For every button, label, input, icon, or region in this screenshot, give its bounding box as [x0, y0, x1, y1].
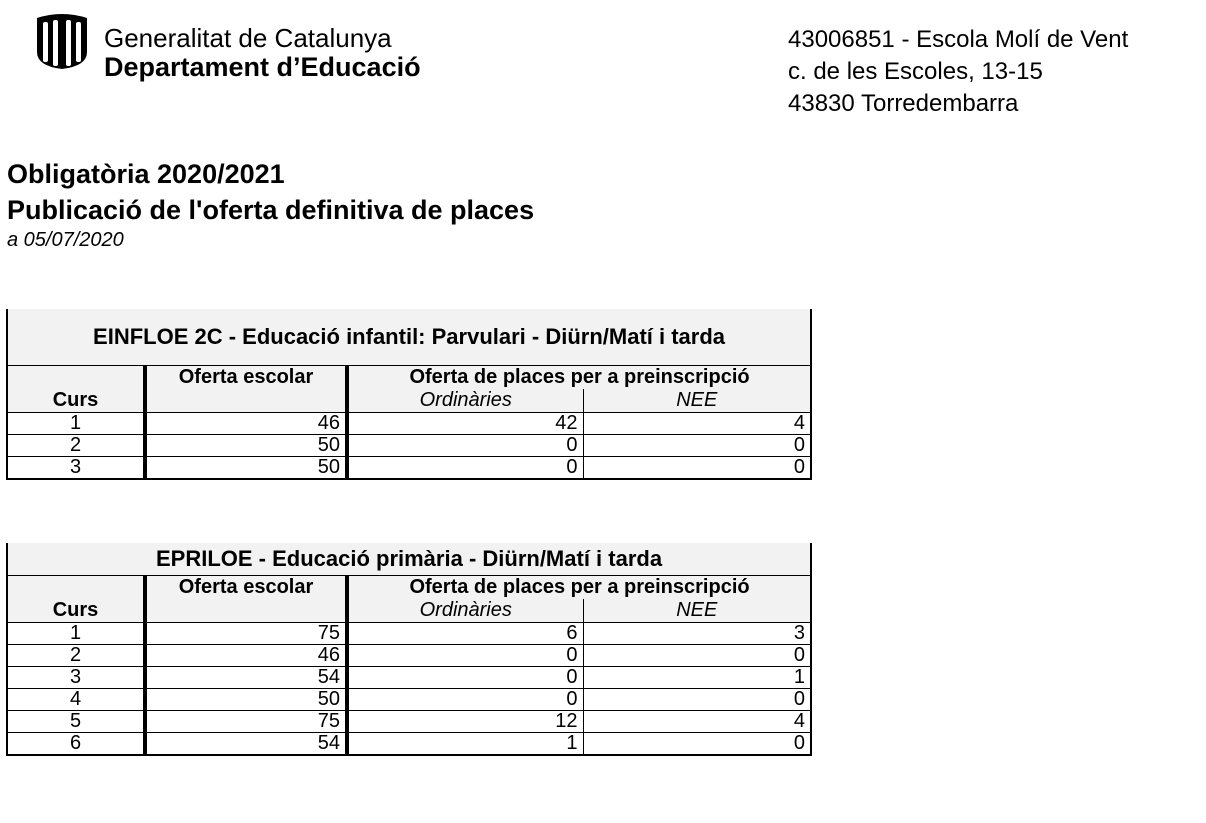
col-header-ordinaries: Ordinàries: [347, 389, 583, 413]
school-name: 43006851 - Escola Molí de Vent: [788, 26, 1129, 53]
cell-curs: 5: [7, 711, 145, 733]
col-header-ordinaries: Ordinàries: [347, 599, 583, 623]
cell-curs: 1: [7, 413, 145, 435]
cell-nee: 1: [583, 667, 811, 689]
publication-date: a 05/07/2020: [7, 229, 124, 251]
cell-ordinaries: 1: [347, 733, 583, 756]
cell-nee: 0: [583, 435, 811, 457]
table-caption: EPRILOE - Educació primària - Diürn/Matí i tarda: [7, 543, 811, 576]
generalitat-logo-icon: [33, 14, 91, 70]
school-city: 43830 Torredembarra: [788, 90, 1019, 117]
table-row: [7, 413, 811, 435]
org-line-1: Generalitat de Catalunya: [104, 23, 392, 53]
cell-curs: 4: [7, 689, 145, 711]
cell-curs: 2: [7, 645, 145, 667]
cell-oferta: 46: [145, 413, 347, 435]
cell-curs: 3: [7, 457, 145, 480]
cell-ordinaries: 0: [347, 667, 583, 689]
col-header-oferta: Oferta escolar: [145, 366, 347, 413]
cell-ordinaries: 0: [347, 689, 583, 711]
cell-nee: 4: [583, 413, 811, 435]
cell-oferta: 75: [145, 623, 347, 645]
col-header-preinscripcio: Oferta de places per a preinscripció: [347, 366, 811, 390]
cell-oferta: 50: [145, 457, 347, 480]
school-info: [788, 24, 1128, 120]
col-header-curs: Curs: [7, 576, 145, 623]
offer-table-infantil: [6, 309, 812, 480]
org-line-2: Departament d’Educació: [104, 52, 421, 82]
offer-table-primaria: [6, 543, 812, 756]
cell-oferta: 75: [145, 711, 347, 733]
cell-nee: 0: [583, 689, 811, 711]
table-row: [7, 733, 811, 756]
cell-ordinaries: 0: [347, 645, 583, 667]
table-row: [7, 667, 811, 689]
document-titles: [7, 156, 534, 252]
table-row: [7, 623, 811, 645]
col-header-curs: Curs: [7, 366, 145, 413]
table-caption: EINFLOE 2C - Educació infantil: Parvulari - Diürn/Matí i tarda: [7, 309, 811, 366]
cell-oferta: 50: [145, 435, 347, 457]
cell-ordinaries: 0: [347, 457, 583, 480]
organization-name: [104, 24, 421, 82]
col-header-nee: NEE: [583, 599, 811, 623]
table-row: [7, 435, 811, 457]
cell-nee: 0: [583, 733, 811, 756]
page-title: Obligatòria 2020/2021: [7, 159, 285, 189]
col-header-preinscripcio: Oferta de places per a preinscripció: [347, 576, 811, 600]
table-row: [7, 689, 811, 711]
cell-ordinaries: 12: [347, 711, 583, 733]
cell-curs: 3: [7, 667, 145, 689]
cell-nee: 0: [583, 457, 811, 480]
cell-ordinaries: 0: [347, 435, 583, 457]
cell-curs: 2: [7, 435, 145, 457]
table-row: [7, 645, 811, 667]
table-row: [7, 711, 811, 733]
cell-oferta: 50: [145, 689, 347, 711]
col-header-oferta: Oferta escolar: [145, 576, 347, 623]
cell-oferta: 46: [145, 645, 347, 667]
school-street: c. de les Escoles, 13-15: [788, 58, 1043, 85]
cell-nee: 0: [583, 645, 811, 667]
cell-nee: 4: [583, 711, 811, 733]
page-subtitle: Publicació de l'oferta definitiva de places: [7, 195, 535, 225]
cell-oferta: 54: [145, 667, 347, 689]
cell-ordinaries: 6: [347, 623, 583, 645]
cell-curs: 6: [7, 733, 145, 756]
col-header-nee: NEE: [583, 389, 811, 413]
cell-oferta: 54: [145, 733, 347, 756]
table-row: [7, 457, 811, 480]
cell-nee: 3: [583, 623, 811, 645]
cell-curs: 1: [7, 623, 145, 645]
cell-ordinaries: 42: [347, 413, 583, 435]
